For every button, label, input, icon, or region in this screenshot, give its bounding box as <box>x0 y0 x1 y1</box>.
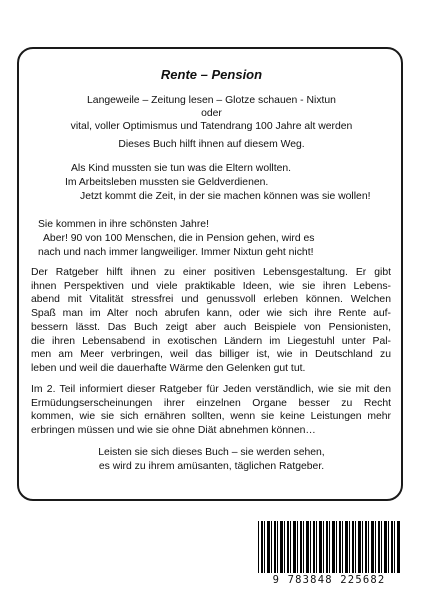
paragraph-line: bessern lässt. Das Buch zeigt aber auch Beispiele von Pensionisten, <box>31 321 391 333</box>
paragraph-line: die ihren Lebensabend in exotischen Ländern im Liegestuhl unter Pal- <box>31 335 391 347</box>
now-line: Jetzt kommt die Zeit, in der sie machen können was sie wollen! <box>80 191 371 202</box>
paragraph-line: Im 2. Teil informiert dieser Ratgeber für Jeden verständlich, wie sie mit den <box>31 384 391 395</box>
paragraph-line: men am Meer verbringen, weil das billiger ist, wie in Deutschland zu <box>31 349 391 361</box>
statistic-line: Aber! 90 von 100 Menschen, die in Pension gehen, wird es <box>43 233 315 244</box>
intro-line-3: vital, voller Optimismus und Tatendrang 100 Jahre alt werden <box>70 121 353 132</box>
barcode-image <box>258 521 400 573</box>
intro-line-4: Dieses Buch hilft ihnen auf diesem Weg. <box>118 139 305 150</box>
book-title: Rente – Pension <box>160 67 263 82</box>
boredom-line: nach und nach immer langweiliger. Immer Nixtun geht nicht! <box>38 247 314 258</box>
best-years-line: Sie kommen in ihre schönsten Jahre! <box>38 219 209 230</box>
intro-line-1: Langeweile – Zeitung lesen – Glotze schauen - Nixtun <box>87 95 336 106</box>
childhood-line: Als Kind mussten sie tun was die Eltern wollten. <box>71 163 292 174</box>
closing-line-2: es wird zu ihrem amüsanten, täglichen Ratgeber. <box>98 461 325 472</box>
paragraph-line: abend mit Vitalität stressfrei und genussvoll erleben können. Welchen <box>31 294 391 306</box>
paragraph-line: Spaß man im Alter noch abrufen kann, oder wie sich ihre Rente auf- <box>31 308 391 320</box>
paragraph-line: kommen, wie sie sich ernähren sollten, wenn sie keine Leistungen mehr <box>31 411 391 423</box>
closing-line-1: Leisten sie sich dieses Buch – sie werden sehen, <box>98 447 325 458</box>
worklife-line: Im Arbeitsleben mussten sie Geldverdienen. <box>65 177 269 188</box>
barcode-number: 9 783848 225682 <box>272 574 386 586</box>
paragraph-line: Der Ratgeber hilft ihnen zu einer positiven Lebensgestaltung. Er gibt <box>31 267 391 278</box>
intro-line-2: oder <box>201 108 222 119</box>
paragraph-line: ihnen Perspektiven und viele praktikable Ideen, wie sie ihren Lebens- <box>31 280 391 292</box>
paragraph-line: erbringen müssen und wie sie ohne Diät abnehmen können… <box>31 425 316 437</box>
paragraph-part2 <box>31 383 391 438</box>
paragraph-line: Ermüdungserscheinungen ihrer einzelnen Organe besser zu Recht <box>31 397 391 409</box>
paragraph-line: leben und weil die dauerhafte Wärme den Gelenken gut tut. <box>31 362 306 374</box>
paragraph-guide <box>31 266 391 376</box>
